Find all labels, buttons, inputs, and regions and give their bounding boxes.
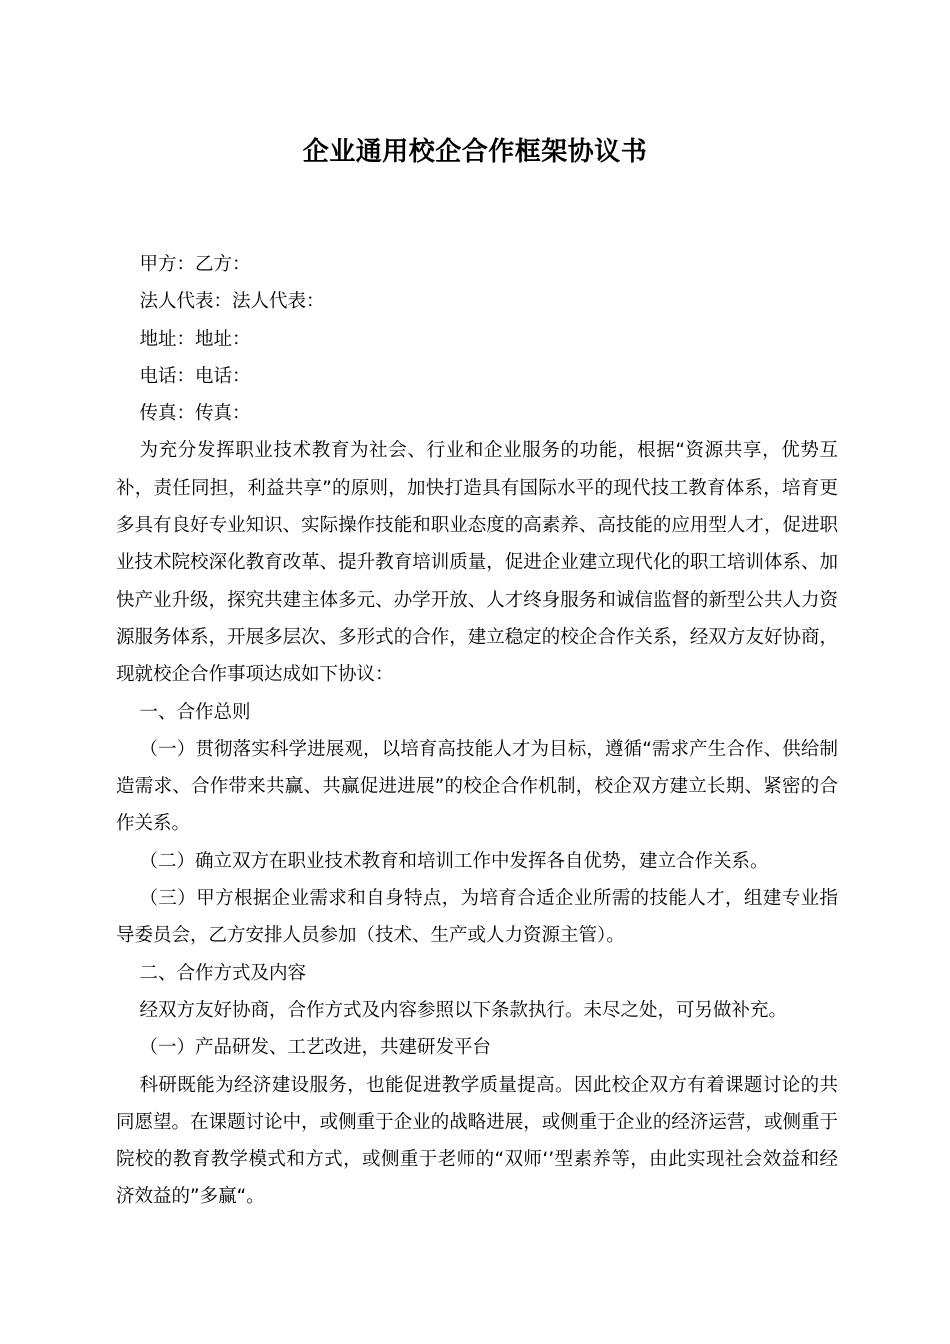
fax-line: 传真：传真： [139, 403, 251, 425]
section-heading: 二、合作方式及内容 [139, 962, 307, 984]
phone-line: 电话：电话： [139, 365, 251, 387]
body-paragraph: 科研既能为经济建设服务，也能促进教学质量提高。因此校企双方有着课题讨论的共同愿望。在课题讨论中，或侧重于企业的战略进展，或侧重于企业的经济运营，或侧重于院校的教育教学模式和方式，或侧重于老师的“双师‘’型素养等，由此实现社会效益和经济效益的”多赢“。 [116, 1074, 838, 1208]
party-line: 甲方：乙方： [139, 254, 251, 275]
clause-paragraph: （三）甲方根据企业需求和自身特点，为培育合适企业所需的技能人才，组建专业指导委员会，乙方安排人员参加（技术、生产或人力资源主管）。 [116, 888, 838, 947]
body-paragraph: 经双方友好协商，合作方式及内容参照以下条款执行。未尽之处，可另做补充。 [139, 999, 788, 1021]
preamble-paragraph: 为充分发挥职业技术教育为社会、行业和企业服务的功能，根据“资源共享，优势互补，责任同担，利益共享”的原则，加快打造具有国际水平的现代技工教育体系，培育更多具有良好专业知识、实际操作技能和职业态度的高素养、高技能的应用型人才，促进职业技术院校深化教育改革、提升教育培训质量，促进企业建立现代化的职工培训体系、加快产业升级，探究共建主体多元、办学开放、人才终身服务和诚信监督的新型公共人力资源服务体系，开展多层次、多形式的合作，建立稳定的校企合作关系，经双方友好协商，现就校企合作事项达成如下协议： [116, 440, 838, 686]
section-heading: 一、合作总则 [139, 701, 251, 723]
address-line: 地址：地址： [139, 328, 251, 350]
clause-paragraph: （一）贯彻落实科学进展观，以培育高技能人才为目标，遵循“需求产生合作、供给制造需求、合作带来共赢、共赢促进进展”的校企合作机制，校企双方建立长期、紧密的合作关系。 [116, 738, 838, 835]
document-body [116, 246, 838, 1216]
document-title: 企业通用校企合作框架协议书 [302, 137, 648, 167]
clause-paragraph: （二）确立双方在职业技术教育和培训工作中发挥各自优势，建立合作关系。 [139, 850, 769, 872]
legal-representative-line: 法人代表：法人代表： [139, 291, 325, 313]
subsection-heading: （一）产品研发、工艺改进，共建研发平台 [139, 1037, 492, 1059]
